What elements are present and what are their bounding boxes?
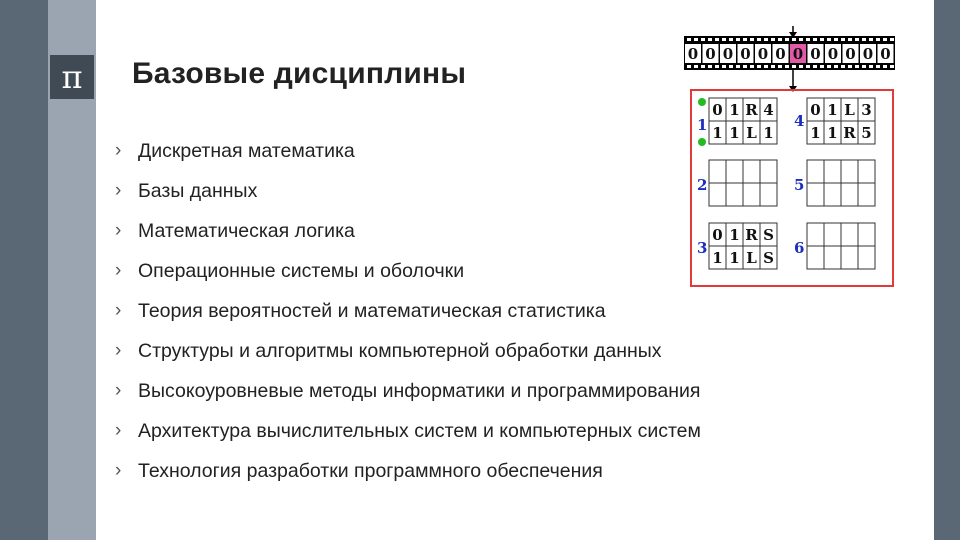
sprocket-hole xyxy=(806,65,810,68)
sprocket-hole xyxy=(764,38,768,41)
list-item xyxy=(115,291,701,331)
sprocket-hole xyxy=(834,65,838,68)
list-item-label: Высокоуровневые методы информатики и программирования xyxy=(138,379,701,402)
status-dot-icon xyxy=(698,98,706,106)
sprocket-hole xyxy=(862,65,866,68)
table-cell-value: 0 xyxy=(712,101,723,119)
sprocket-hole xyxy=(715,65,719,68)
sprocket-hole xyxy=(841,65,845,68)
chevron-right-icon: › xyxy=(115,220,122,241)
sprocket-hole xyxy=(736,65,740,68)
table-cell-value: 1 xyxy=(827,101,838,119)
table-cell-value: 4 xyxy=(763,101,774,119)
sprocket-hole xyxy=(806,38,810,41)
sprocket-hole xyxy=(869,65,873,68)
sprocket-hole xyxy=(715,38,719,41)
sprocket-hole xyxy=(764,65,768,68)
list-item xyxy=(115,171,701,211)
sprocket-hole xyxy=(757,38,761,41)
sprocket-hole xyxy=(883,65,887,68)
sprocket-hole xyxy=(729,65,733,68)
sprocket-hole xyxy=(813,65,817,68)
sprocket-hole xyxy=(876,38,880,41)
sprocket-hole xyxy=(771,38,775,41)
sprocket-hole xyxy=(743,38,747,41)
list-item xyxy=(115,211,701,251)
sprocket-hole xyxy=(785,65,789,68)
sprocket-hole xyxy=(799,65,803,68)
chevron-right-icon: › xyxy=(115,180,122,201)
tape-cell-value: 0 xyxy=(862,45,874,63)
sprocket-hole xyxy=(848,65,852,68)
list-item xyxy=(115,131,701,171)
table-cell-value: 1 xyxy=(763,124,774,142)
sprocket-hole xyxy=(778,38,782,41)
state-number: 5 xyxy=(794,176,805,194)
list-item-label: Технология разработки программного обеспечения xyxy=(138,459,603,482)
sprocket-hole xyxy=(827,38,831,41)
chevron-right-icon: › xyxy=(115,380,122,401)
tape-cell-value: 0 xyxy=(880,45,891,63)
state-number: 6 xyxy=(794,239,805,257)
sprocket-hole xyxy=(813,38,817,41)
table-cell-value: 1 xyxy=(810,124,821,142)
sprocket-hole xyxy=(792,38,796,41)
sprocket-hole xyxy=(876,65,880,68)
sprocket-hole xyxy=(736,38,740,41)
sprocket-hole xyxy=(855,38,859,41)
sprocket-hole xyxy=(834,38,838,41)
sprocket-hole xyxy=(729,38,733,41)
sprocket-hole xyxy=(869,38,873,41)
state-number: 2 xyxy=(697,176,708,194)
state-number: 3 xyxy=(697,239,708,257)
table-cell-value: 1 xyxy=(827,124,838,142)
tape-cell-value: 0 xyxy=(722,45,734,63)
state-number: 4 xyxy=(794,112,805,130)
sprocket-hole xyxy=(827,65,831,68)
chevron-right-icon: › xyxy=(115,260,122,281)
sprocket-hole xyxy=(743,65,747,68)
chevron-right-icon: › xyxy=(115,340,122,361)
sprocket-hole xyxy=(883,38,887,41)
list-item-label: Базы данных xyxy=(138,179,258,202)
sprocket-hole xyxy=(708,38,712,41)
list-item xyxy=(115,251,701,291)
tape-cell-value: 0 xyxy=(792,45,804,63)
sprocket-hole xyxy=(890,38,894,41)
sprocket-hole xyxy=(820,38,824,41)
list-item-label: Операционные системы и оболочки xyxy=(138,259,465,282)
slide-title: Базовые дисциплины xyxy=(132,57,467,90)
tape-cell-value: 0 xyxy=(810,45,821,63)
list-item xyxy=(115,451,701,491)
table-cell-value: 0 xyxy=(712,226,723,244)
tape-cell-value: 0 xyxy=(827,45,839,63)
table-cell-value: 1 xyxy=(712,124,723,142)
sprocket-hole xyxy=(848,38,852,41)
status-dot-icon xyxy=(698,138,706,146)
tape-cell-value: 0 xyxy=(705,45,716,63)
chevron-right-icon: › xyxy=(115,140,122,161)
table-cell-value: L xyxy=(844,101,855,119)
table-cell-value: 3 xyxy=(861,101,872,119)
chevron-right-icon: › xyxy=(115,420,122,441)
tape-cell-value: 0 xyxy=(775,45,786,63)
pi-icon: π xyxy=(50,55,94,99)
table-cell-value: 1 xyxy=(729,101,740,119)
table-cell-value: 1 xyxy=(729,249,740,267)
sprocket-hole xyxy=(694,38,698,41)
sprocket-hole xyxy=(708,65,712,68)
state-number: 1 xyxy=(697,116,708,134)
sprocket-hole xyxy=(701,65,705,68)
turing-machine-diagram xyxy=(682,20,897,290)
table-cell-value: 1 xyxy=(729,124,740,142)
sprocket-hole xyxy=(750,65,754,68)
tape-cell-value: 0 xyxy=(757,45,769,63)
chevron-right-icon: › xyxy=(115,300,122,321)
table-cell-value: 0 xyxy=(810,101,821,119)
sprocket-hole xyxy=(757,65,761,68)
sprocket-hole xyxy=(855,65,859,68)
state-tables xyxy=(709,98,875,269)
table-cell-value: 5 xyxy=(861,124,872,142)
sprocket-hole xyxy=(722,38,726,41)
chevron-right-icon: › xyxy=(115,460,122,481)
sprocket-hole xyxy=(771,65,775,68)
list-item-label: Архитектура вычислительных систем и компьютерных систем xyxy=(138,419,701,442)
list-item-label: Дискретная математика xyxy=(138,139,355,162)
sprocket-hole xyxy=(687,65,691,68)
list-item-label: Теория вероятностей и математическая статистика xyxy=(138,299,606,322)
list-item xyxy=(115,371,701,411)
list-item-label: Математическая логика xyxy=(138,219,355,242)
left-accent-bar xyxy=(0,0,48,540)
table-cell-value: R xyxy=(843,124,856,142)
sprocket-hole xyxy=(792,65,796,68)
right-accent-bar xyxy=(934,0,960,540)
list-item xyxy=(115,411,701,451)
table-cell-value: 1 xyxy=(729,226,740,244)
sprocket-hole xyxy=(799,38,803,41)
sprocket-hole xyxy=(701,38,705,41)
table-cell-value: S xyxy=(763,249,774,267)
tape-cell-value: 0 xyxy=(740,45,751,63)
sprocket-hole xyxy=(778,65,782,68)
sprocket-hole xyxy=(841,38,845,41)
sprocket-hole xyxy=(750,38,754,41)
tape-cell-value: 0 xyxy=(845,45,856,63)
topics-list xyxy=(115,131,701,491)
table-cell-value: L xyxy=(746,249,757,267)
list-item xyxy=(115,331,701,371)
sprocket-hole xyxy=(820,65,824,68)
table-cell-value: 1 xyxy=(712,249,723,267)
table-cell-value: S xyxy=(763,226,774,244)
list-item-label: Структуры и алгоритмы компьютерной обработки данных xyxy=(138,339,662,362)
tape-cell-value: 0 xyxy=(687,45,699,63)
table-cell-value: R xyxy=(745,226,758,244)
sprocket-hole xyxy=(862,38,866,41)
table-cell-value: R xyxy=(745,101,758,119)
sprocket-hole xyxy=(890,65,894,68)
sprocket-hole xyxy=(722,65,726,68)
sprocket-hole xyxy=(785,38,789,41)
sprocket-hole xyxy=(687,38,691,41)
sprocket-hole xyxy=(694,65,698,68)
table-cell-value: L xyxy=(746,124,757,142)
